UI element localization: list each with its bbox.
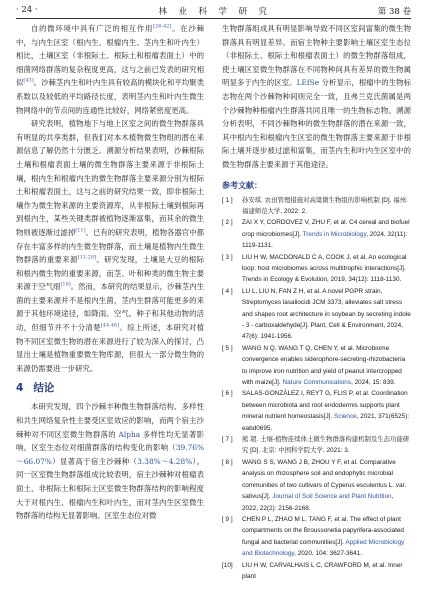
citation-ref[interactable]: [26-42] [153,23,172,30]
reference-number: [ 8 ] [222,458,233,466]
text-run: , 2024, 32(11): 1119-1131. [242,230,408,250]
citation-ref[interactable]: [11] [75,227,86,234]
text-run: 。综上所述，本研究对植物不同区室微生物的潜在来源进行了较为深入的探讨，凸显出土壤是植物重要微生物库源，但很大一部分微生物的来源仍需要进一步研究。 [16,323,204,373]
highlighted-text: Applied Microbiology and Biotechnology [242,538,405,558]
reference-item [222,343,411,389]
conclusion-paragraph [16,400,204,522]
reference-item [222,514,411,560]
text-run: 多样性均无显著影响。区室生态位对细菌群落的结构变化的影响（ [16,429,204,453]
text-run: LIU H W, MACDONALD C A, COOK J, et al. An ecological loop: host microbiomes across multitrophic interactions[J]. Trends in Ecology & Evolution, 2019, 34(12): 1118-1130. [242,253,407,284]
discussion-text [16,22,204,375]
body-paragraph [16,117,204,375]
text-run: ）。同一区室微生物群落组成比较表明，宿主沙棘种对根瘤表面土、非根际土和根际土区室微生物群落结构的影响程度大于对根内生、根瘤内生和叶内生，而对茎内生区室微生物群落的结构无显著影响。区室生态位对微 [16,456,204,521]
citation-ref[interactable]: [43] [23,77,34,84]
volume-label: 第 38 卷 [377,7,411,17]
highlighted-text: LEfSe [296,78,320,88]
text-run: 自的微环境中具有广泛的相互作用 [31,24,154,33]
text-run: , 2024, 15: 839. [351,379,396,387]
body-paragraph [16,22,204,117]
reference-number: [ 6 ] [222,390,233,398]
running-header [16,4,411,19]
page-number: · 24 · [16,5,38,15]
reference-number: [ 5 ] [222,344,233,352]
reference-number: [ 9 ] [222,515,233,523]
reference-number: [ 1 ] [222,196,233,204]
citation-ref[interactable]: [11-28] [77,254,97,261]
reference-number: [ 7 ] [222,436,233,444]
left-column [16,22,204,611]
text-run: , 2021, 371(6525): eabd0695. [242,413,409,432]
reference-item [222,195,411,218]
highlighted-text: 3.38%～4.28% [137,456,193,466]
text-run: 熊 超. 土壤-植物连续体土微生物群落构建机制及生态功能研究 [D]. 北京: 中国科学院大学, 2021: 3. [242,436,410,455]
body-paragraph [222,22,411,172]
text-run: 研究表明，植物地下与地上区室之间的微生物群落具有明显的共享类群，但我们对本木植物微生物组的潜在来源信息了解仍然十分匮乏。溯源分析结果表明，沙棘根际土壤和根瘤表面土壤的微生物群落主要来源于非根际土壤，根内生和根瘤内生的微生物群落主要来源分别为根际土和根瘤表面土，这与之前的研究结果一致，即非根际土壤作为微生物来源的主要资源库，从非根际土壤到根际再到根内生，某些关键类群被植物逐渐富集，而其余的微生物则被逐渐过滤掉 [16,119,204,237]
text-run: 。然而，本研究的结果显示，沙棘茎内生菌的主要来源并不是根内生菌，茎内生群落可能更多的来源于其他环境途径，如降雨、空气、种子和其他动物的活动，但细节并不十分清楚 [16,282,204,333]
highlighted-text: Alpha [118,429,141,439]
text-run: 本研究发现，四个沙棘丰种微生物群落结构、多样性和共生网络复杂性主要受区室效应的影响，而两个宿主沙棘种对不同区室微生物群落的 [16,402,204,439]
text-run: LIU H W, CARVALHAIS L C, CRAWFORD M, et al. Inner plant [242,561,403,580]
text-run: SALAS-GONZÁLEZ I, REYT G, FLIS P, et al. Coordination between microbiota and root endodermis supports plant mineral nutrient homeostasis[J]. [242,390,408,421]
text-run: 孙安琪. 农田管理措施对高粱微生物组的影响机制 [D]. 福州: 福建师范大学, 2022: 2. [242,196,408,215]
reference-item [222,252,411,286]
text-run: CHEN P L, ZHAO M L, TANG F, et al. The effect of plant compartments on the Broussonetia papyrifera-associated fungal and bacterial communities[J]. [242,515,404,546]
reference-item [222,217,411,251]
references-heading: 参考文献： [222,179,262,190]
text-run: , 2020, 104: 3627-3641. [294,550,362,558]
highlighted-text: Nature Communications [282,379,352,387]
citation-ref[interactable]: [16] [60,281,71,288]
reference-number: [ 4 ] [222,287,233,295]
right-column [222,22,411,611]
text-run: 。沙棘茎内生和叶内生具有较高的模块化和平均聚类系数以及较低的平均路径长度，表明茎内生和叶内生微生物网络中的节点间的连通性比较好，网络紧密度更高。 [16,78,204,115]
text-run: 生物群落组成具有明显影响导致不同区室间富集的微生物群落具有明显差异。而宿主物种主要影响土壤区室生态位（非根际土、根际土和根瘤表面土）的微生物群落组成，使土壤区室微生物群落在不同物种间具有差异的微生物属明显多于内生的区室。 [222,24,411,88]
text-run: 。研究发现，土壤是大豆的根际和根内微生物的重要来源，而茎、叶和种类的微生物主要来源于空气细 [16,255,204,292]
conclusion-continued [222,22,411,172]
reference-item [222,560,411,583]
text-run: WANG N Q, WANG T Q, CHEN Y, et al. Microbiome convergence enables siderophore-secreting-rhizobacteria to improve iron nutrition and yield of peanut intercropped with maize[J]. [242,344,406,387]
reference-item [222,388,411,434]
text-run: 分析显示，根瘤中的生物标志物在两个沙棘物种间则完全一致，且弗兰克氏菌属是两个沙棘物种根瘤内生群落共同且唯一的生物标志物。溯源分析表明，不同沙棘物种的微生物群落的潜在来源一致，其中根内生和根瘤内生区室的微生物群落主要来源于非根际土壤并逐步被过滤和富集，而茎内生和叶内生区室中的微生物群落主要来源于其他途径。 [222,78,411,169]
highlighted-text: 39.76%～66.07% [16,443,204,466]
reference-number: [ 3 ] [222,253,233,261]
citation-ref[interactable]: [44-46] [100,322,120,329]
text-run: 。已有的研究表明，植物各器官中都存在丰富多样的内生微生物群落，而土壤是植物内生微生物群落的重要来源 [16,227,204,265]
reference-number: [ 2 ] [222,219,233,227]
highlighted-text: Journal of Soil Science and Plant Nutrition [272,493,392,501]
text-run: LU L, LIU N, FAN Z H, et al. A novel PGPR strain, Streptomyces lasaliocidi JCM 3373, alleviates salt stress and shapes root architecture in soybean by secreting indole - 3 - carboxaldehyde[J]. Plant, Cell & Environment, 2024, 47(6): 1941-1956. [242,287,411,341]
reference-list [222,195,411,583]
reference-item [222,457,411,514]
text-run: ）显著高于宿主沙棘种（ [51,456,138,466]
text-run: 。在沙棘中，与内生区室（根内生、根瘤内生、茎内生和叶内生）相比，土壤区室（非根际土、根际土和根瘤表面土）中的细菌网络群落的复杂程度更高，这与之前已发表的研究相似 [16,24,204,88]
section-heading [16,380,204,395]
highlighted-text: Trends in Microbiology [302,230,367,238]
highlighted-text: Science [334,413,357,421]
journal-title: 林 业 科 学 研 究 [158,7,269,17]
reference-item [222,434,411,457]
text-run: WANG S S, WANG J B, ZHOU Y F, et al. Comparative analysis on rhizosphere soil and endophytic microbial communities of two cultivars of Cyperus esculentus L. var. sativus[J]. [242,458,407,501]
reference-number: [10] [222,561,233,569]
section-title: 结论 [33,382,55,395]
text-run: , 2022, 22(2): 2156-2168. [242,493,394,512]
text-run: ZAI X Y, CORDOVEZ V, ZHU F, et al. C4 cereal and biofuel crop microbiomes[J]. [242,219,410,238]
section-number: 4 [16,382,24,395]
reference-item [222,286,411,343]
